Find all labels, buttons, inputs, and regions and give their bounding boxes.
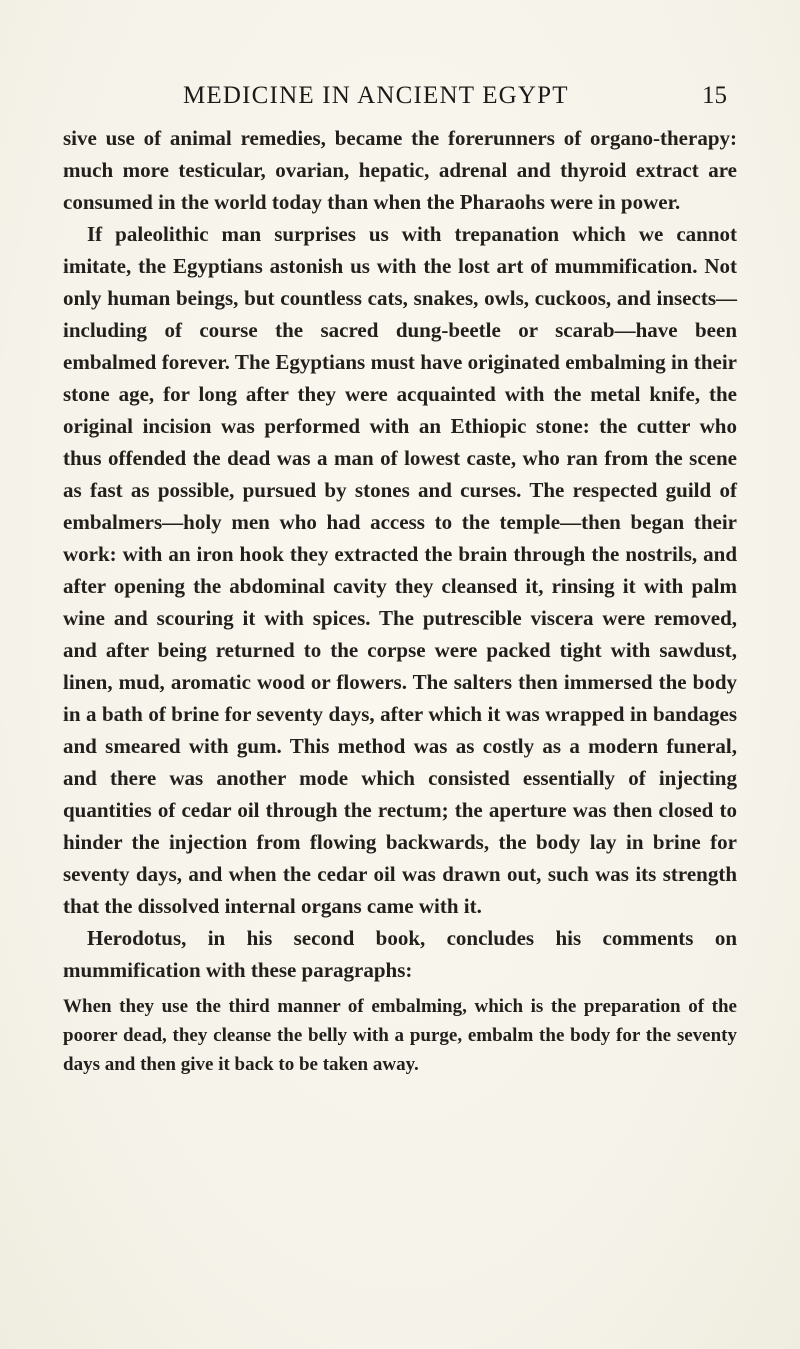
block-quote: When they use the third manner of embalming, which is the preparation of the poorer dead, they cleanse the belly with a purge, embalm the body for the seventy days and then give it back to be taken away.	[63, 996, 737, 1075]
paragraph-continuation: sive use of animal remedies, became the forerunners of organo-therapy: much more testicular, ovarian, hepatic, adrenal and thyroid extract are consumed in the world today than when the Pharaohs were in power.	[63, 126, 737, 214]
paragraph-mummification: If paleolithic man surprises us with trepanation which we cannot imitate, the Egyptians astonish us with the lost art of mummification. Not only human beings, but countless cats, snakes, owls, cuckoos, and insects—including of course the sacred dung-beetle or scarab—have been embalmed forever. The Egyptians must have originated embalming in their stone age, for long after they were acquainted with the metal knife, the original incision was performed with an Ethiopic stone: the cutter who thus offended the dead was a man of lowest caste, who ran from the scene as fast as possible, pursued by stones and curses. The respected guild of embalmers—holy men who had access to the temple—then began their work: with an iron hook they extracted the brain through the nostrils, and after opening the abdominal cavity they cleansed it, rinsing it with palm wine and scouring it with spices. The putrescible viscera were removed, and after being returned to the corpse were packed tight with sawdust, linen, mud, aromatic wood or flowers. The salters then immersed the body in a bath of brine for seventy days, after which it was wrapped in bandages and smeared with gum. This method was as costly as a modern funeral, and there was another mode which consisted essentially of injecting quantities of cedar oil through the rectum; the aperture was then closed to hinder the injection from flowing backwards, the body lay in brine for seventy days, and when the cedar oil was drawn out, such was its strength that the dissolved internal organs came with it.	[63, 222, 737, 918]
paragraph-herodotus: Herodotus, in his second book, concludes his comments on mummification with these paragraphs:	[63, 926, 737, 982]
running-title: MEDICINE IN ANCIENT EGYPT	[183, 82, 569, 109]
body-text	[63, 122, 737, 1079]
page-number: 15	[702, 82, 727, 109]
